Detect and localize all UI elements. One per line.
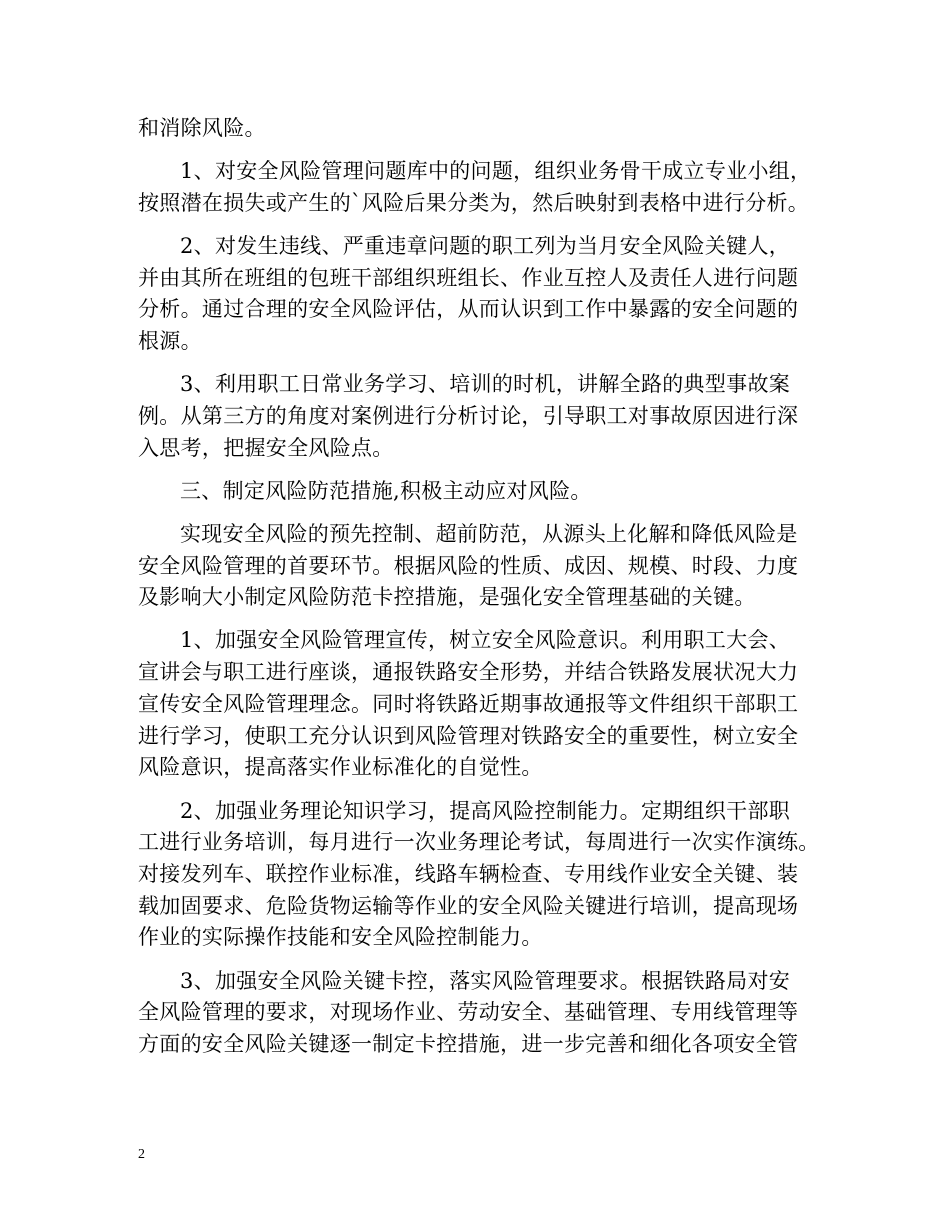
text-line: 全风险管理的要求，对现场作业、劳动安全、基础管理、专用线管理等 (138, 1000, 799, 1024)
text-line: 方面的安全风险关键逐一制定卡控措施，进一步完善和细化各项安全管 (138, 1032, 799, 1056)
text-line: 根源。 (138, 329, 202, 353)
text-line: 1、加强安全风险管理宣传，树立安全风险意识。利用职工大会、 (180, 628, 791, 652)
text-line: 安全风险管理的首要环节。根据风险的性质、成因、规模、时段、力度 (138, 554, 799, 578)
text-line: 2、加强业务理论知识学习，提高风险控制能力。定期组织干部职 (180, 799, 791, 823)
text-line: 3、加强安全风险关键卡控，落实风险管理要求。根据铁路局对安 (180, 969, 791, 993)
text-line: 例。从第三方的角度对案例进行分析讨论，引导职工对事故原因进行深 (138, 404, 799, 428)
text-line: 实现安全风险的预先控制、超前防范，从源头上化解和降低风险是 (180, 522, 798, 546)
text-line: 载加固要求、危险货物运输等作业的安全风险关键进行培训，提高现场 (138, 894, 799, 918)
text-line: 对接发列车、联控作业标准，线路车辆检查、专用线作业安全关键、装 (138, 862, 799, 886)
page-number: 2 (138, 1147, 145, 1162)
text-line: 分析。通过合理的安全风险评估，从而认识到工作中暴露的安全问题的 (138, 297, 799, 321)
text-line: 3、利用职工日常业务学习、培训的时机，讲解全路的典型事故案 (180, 372, 791, 396)
text-line: 作业的实际操作技能和安全风险控制能力。 (138, 925, 543, 949)
text-line: 入思考，把握安全风险点。 (138, 436, 394, 460)
text-line: 宣讲会与职工进行座谈，通报铁路安全形势，并结合铁路发展状况大力 (138, 660, 799, 684)
text-line: 按照潜在损失或产生的`风险后果分类为，然后映射到表格中进行分析。 (138, 191, 810, 215)
text-line: 工进行业务培训，每月进行一次业务理论考试，每周进行一次实作演练。 (138, 830, 820, 854)
text-line: 宣传安全风险管理理念。同时将铁路近期事故通报等文件组织干部职工 (138, 692, 799, 716)
text-line: 1、对安全风险管理问题库中的问题，组织业务骨干成立专业小组， (180, 159, 812, 183)
text-line: 和消除风险。 (138, 116, 266, 140)
text-line: 并由其所在班组的包班干部组织班组长、作业互控人及责任人进行问题 (138, 266, 799, 290)
text-line: 进行学习，使职工充分认识到风险管理对铁路安全的重要性，树立安全 (138, 724, 799, 748)
text-line: 风险意识，提高落实作业标准化的自觉性。 (138, 755, 543, 779)
text-line: 2、对发生违线、严重违章问题的职工列为当月安全风险关键人， (180, 234, 791, 258)
section-heading: 三、制定风险防范措施,积极主动应对风险。 (180, 479, 592, 503)
text-line: 及影响大小制定风险防范卡控措施，是强化安全管理基础的关键。 (138, 585, 756, 609)
